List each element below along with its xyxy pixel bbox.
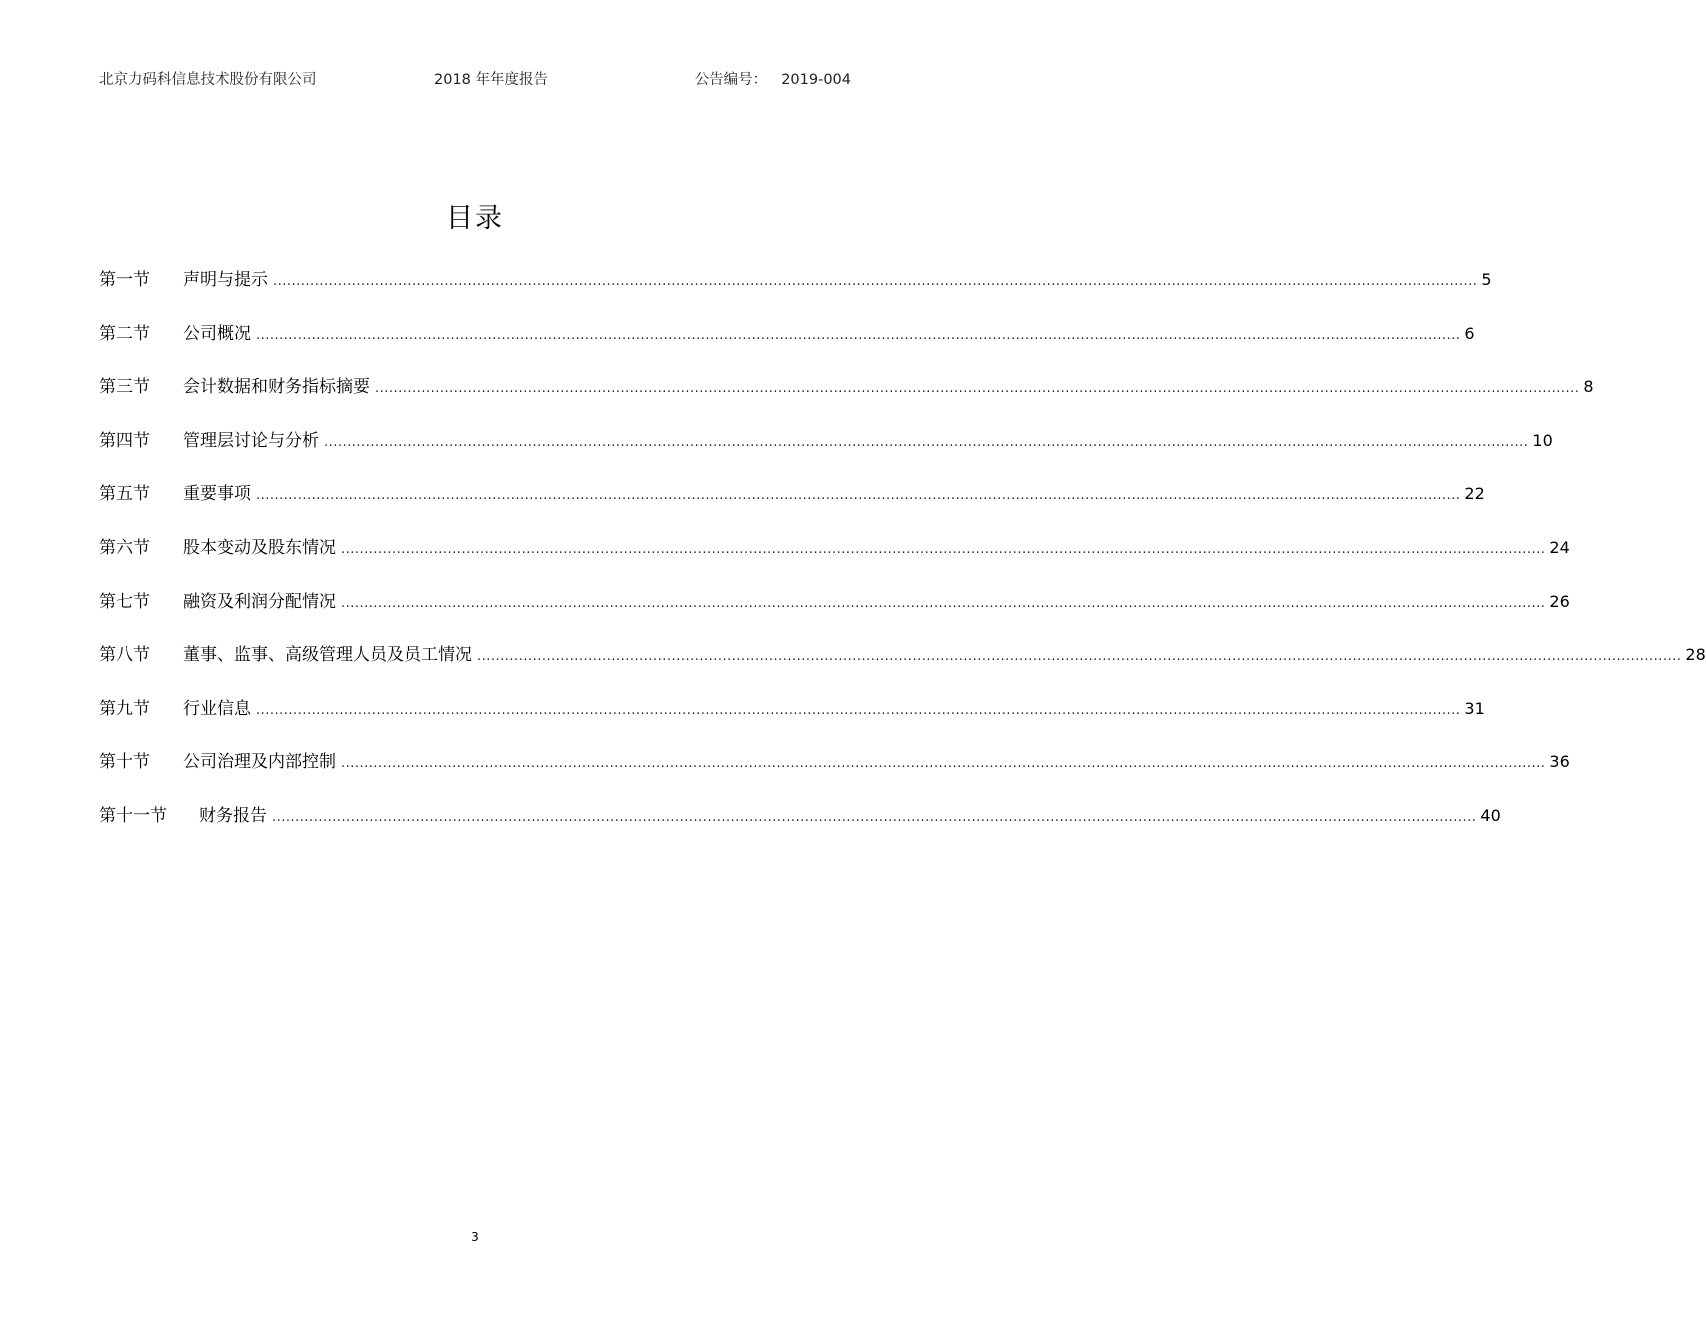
toc-title: 公司治理及内部控制: [183, 752, 336, 773]
toc-section: 第六节: [99, 537, 150, 558]
table-of-contents: [99, 266, 1706, 856]
header-company: 北京力码科信息技术股份有限公司: [99, 72, 317, 88]
toc-leader: ....................................................................................................................................................................................................................................................................: [256, 327, 1461, 343]
toc-page: 22: [1464, 484, 1485, 504]
toc-leader: ....................................................................................................................................................................................................................................................................: [256, 702, 1461, 718]
toc-page: 40: [1480, 805, 1501, 825]
header-notice: [695, 68, 851, 89]
header-notice-number: 2019-004: [781, 72, 851, 88]
toc-leader: ....................................................................................................................................................................................................................................................................: [341, 541, 1546, 557]
page-header: [99, 68, 851, 90]
toc-leader: ....................................................................................................................................................................................................................................................................: [375, 381, 1580, 397]
toc-leader: ....................................................................................................................................................................................................................................................................: [341, 756, 1546, 772]
toc-leader: ....................................................................................................................................................................................................................................................................: [272, 809, 1477, 825]
header-report: 2018 年年度报告: [434, 72, 549, 88]
toc-entry[interactable]: [99, 534, 1570, 588]
toc-section: 第五节: [99, 484, 150, 505]
toc-title: 行业信息: [183, 698, 251, 719]
toc-title: 财务报告: [199, 805, 267, 826]
toc-section: 第八节: [99, 645, 150, 666]
toc-leader: ....................................................................................................................................................................................................................................................................: [341, 595, 1546, 611]
toc-entry[interactable]: [99, 695, 1485, 749]
toc-page: 28: [1685, 645, 1706, 665]
toc-entry[interactable]: [99, 480, 1485, 534]
toc-section: 第十一节: [99, 805, 167, 826]
toc-leader: ....................................................................................................................................................................................................................................................................: [256, 488, 1461, 504]
toc-section: 第十节: [99, 752, 150, 773]
toc-section: 第四节: [99, 430, 150, 451]
toc-entry[interactable]: [99, 427, 1553, 481]
toc-title: 会计数据和财务指标摘要: [183, 377, 370, 398]
toc-entry[interactable]: [99, 373, 1594, 427]
toc-title: 管理层讨论与分析: [183, 430, 319, 451]
toc-entry[interactable]: [99, 588, 1570, 642]
toc-leader: ....................................................................................................................................................................................................................................................................: [477, 649, 1682, 665]
toc-page: 31: [1464, 698, 1485, 718]
toc-entry[interactable]: [99, 802, 1501, 856]
toc-title: 重要事项: [183, 484, 251, 505]
toc-title: 董事、监事、高级管理人员及员工情况: [183, 645, 472, 666]
toc-entry[interactable]: [99, 748, 1570, 802]
toc-page: 36: [1549, 752, 1570, 772]
toc-page: 10: [1532, 430, 1553, 450]
toc-title: 声明与提示: [183, 270, 268, 290]
page-number: 3: [471, 1230, 479, 1244]
toc-leader: ....................................................................................................................................................................................................................................................................: [324, 434, 1529, 450]
toc-title: 融资及利润分配情况: [183, 591, 336, 612]
toc-page: 24: [1549, 537, 1570, 557]
toc-page: 26: [1549, 591, 1570, 611]
toc-page: 6: [1464, 323, 1475, 343]
toc-entry[interactable]: [99, 266, 1492, 320]
toc-leader: ....................................................................................................................................................................................................................................................................: [273, 274, 1478, 289]
toc-section: 第九节: [99, 698, 150, 719]
toc-entry[interactable]: [99, 320, 1475, 374]
toc-page: 5: [1481, 270, 1492, 289]
toc-section: 第一节: [99, 270, 150, 290]
toc-entry[interactable]: [99, 641, 1706, 695]
toc-section: 第二节: [99, 323, 150, 344]
toc-title: 股本变动及股东情况: [183, 537, 336, 558]
page-title: 目录: [446, 203, 504, 234]
toc-page: 8: [1583, 377, 1594, 397]
toc-section: 第七节: [99, 591, 150, 612]
toc-section: 第三节: [99, 377, 150, 398]
toc-title: 公司概况: [183, 323, 251, 344]
header-notice-label: 公告编号：: [694, 72, 768, 88]
